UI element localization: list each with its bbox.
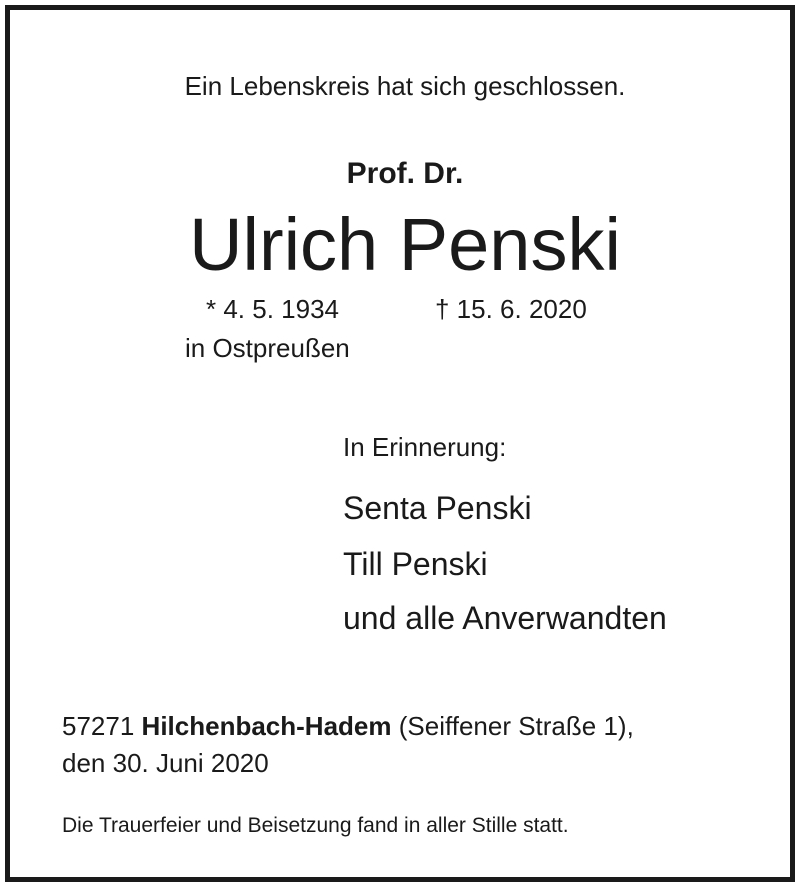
death-date: † 15. 6. 2020 xyxy=(435,294,587,324)
mourner-name: und alle Anverwandten xyxy=(343,600,667,636)
academic-title: Prof. Dr. xyxy=(346,157,464,190)
motto-line: Ein Lebenskreis hat sich geschlossen. xyxy=(184,71,626,101)
town-name: Hilchenbach-Hadem xyxy=(141,711,392,741)
deceased-name: Ulrich Penski xyxy=(189,203,621,286)
postcode: 57271 xyxy=(62,711,135,741)
mourner-name: Senta Penski xyxy=(343,490,532,526)
funeral-note: Die Trauerfeier und Beisetzung fand in aller Stille statt. xyxy=(62,814,569,837)
address-line xyxy=(62,710,634,742)
street-address: (Seiffener Straße 1), xyxy=(398,711,634,741)
memory-label: In Erinnerung: xyxy=(343,432,507,462)
obituary-notice xyxy=(5,5,795,882)
mourner-name: Till Penski xyxy=(343,546,488,582)
notice-date: den 30. Juni 2020 xyxy=(62,748,269,778)
birth-date: * 4. 5. 1934 xyxy=(206,294,339,324)
birth-place: in Ostpreußen xyxy=(185,333,350,363)
